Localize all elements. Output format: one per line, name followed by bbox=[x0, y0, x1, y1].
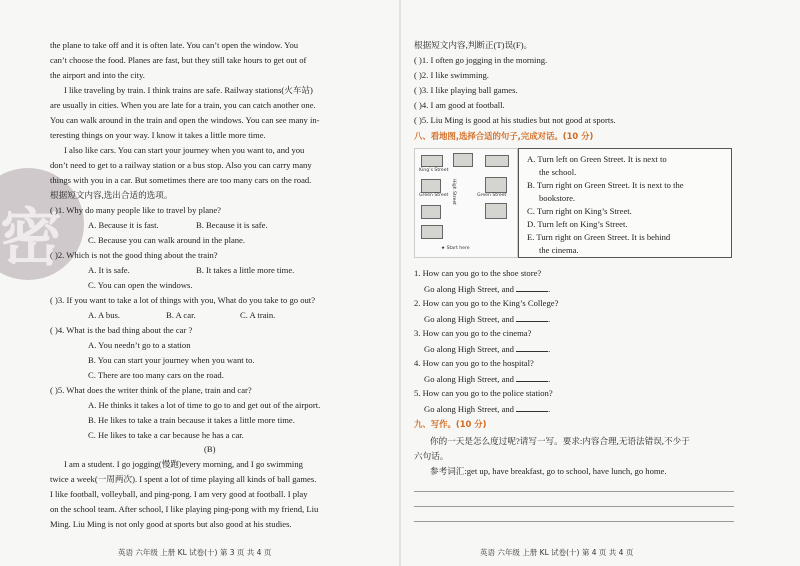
watermark-seal: 密 bbox=[0, 168, 84, 280]
passage-a-line: don’t need to get to a railway station or a bus stop. Also you can carry many bbox=[50, 160, 312, 170]
option: A. Turn left on Green Street. It is next to bbox=[527, 154, 667, 164]
answer-blank[interactable] bbox=[516, 373, 548, 382]
question-5: ( )5. What does the writer think of the plane, train and car? bbox=[50, 385, 252, 395]
option: B. A car. bbox=[166, 310, 196, 320]
option: D. Turn left on King’s Street. bbox=[527, 219, 628, 229]
dialog-answer: Go along High Street, and . bbox=[424, 344, 551, 354]
option: A. He thinks it takes a lot of time to go to and get out of the airport. bbox=[88, 400, 321, 410]
tf-item: ( )1. I often go jogging in the morning. bbox=[414, 55, 548, 65]
option: A. Because it is fast. bbox=[88, 220, 159, 230]
writing-line[interactable] bbox=[414, 506, 734, 507]
section-8-title: 八、看地图,选择合适的句子,完成对话。(10 分) bbox=[414, 131, 594, 141]
option: C. A train. bbox=[240, 310, 276, 320]
dialog-question: 1. How can you go to the shoe store? bbox=[414, 268, 542, 278]
passage-b-line: I am a student. I go jogging(慢跑)every morning, and I go swimming bbox=[64, 459, 303, 469]
option: C. Because you can walk around in the plane. bbox=[88, 235, 246, 245]
option: C. Turn right on King’s Street. bbox=[527, 206, 632, 216]
answer-blank[interactable] bbox=[516, 313, 548, 322]
page-footer: 英语 六年级 上册 KL 试卷(十) 第 3 页 共 4 页 bbox=[118, 548, 272, 557]
option: B. It takes a little more time. bbox=[196, 265, 295, 275]
passage-a-line: I also like cars. You can start your journey when you want to, and you bbox=[64, 145, 305, 155]
map-label: King’s Street bbox=[419, 168, 449, 173]
passage-b-line: I like football, volleyball, and ping-pong. I am very good at football. I play bbox=[50, 489, 308, 499]
dialog-answer: Go along High Street, and . bbox=[424, 404, 551, 414]
question-4: ( )4. What is the bad thing about the car ? bbox=[50, 325, 193, 335]
writing-prompt: 你的一天是怎么度过呢?请写一写。要求:内容合理,无语法错误,不少于 bbox=[430, 436, 690, 446]
option: E. Turn right on Green Street. It is behind bbox=[527, 232, 671, 242]
dialog-question: 3. How can you go to the cinema? bbox=[414, 328, 532, 338]
writing-line[interactable] bbox=[414, 491, 734, 492]
passage-b-line: twice a week(一周两次). I spent a lot of time playing all kinds of ball games. bbox=[50, 474, 317, 484]
option: bookstore. bbox=[539, 193, 576, 203]
answer-blank[interactable] bbox=[516, 343, 548, 352]
dialog-question: 4. How can you go to the hospital? bbox=[414, 358, 534, 368]
passage-a-line: are usually in cities. When you are late for a train, you can catch another one. bbox=[50, 100, 316, 110]
building-icon bbox=[485, 177, 507, 193]
passage-a-line: things with you in a car. But sometimes there are too many cars on the road. bbox=[50, 175, 312, 185]
building-icon bbox=[485, 203, 507, 219]
option: A. It is safe. bbox=[88, 265, 130, 275]
answer-blank[interactable] bbox=[516, 283, 548, 292]
tf-item: ( )3. I like playing ball games. bbox=[414, 85, 518, 95]
dialog-answer: Go along High Street, and . bbox=[424, 374, 551, 384]
passage-a-line: You can walk around in the train and open the windows. You can see many in- bbox=[50, 115, 320, 125]
passage-b-line: Ming. Liu Ming is not only good at sports but also good at his studies. bbox=[50, 519, 292, 529]
passage-a-line: the airport and into the city. bbox=[50, 70, 145, 80]
tf-item: ( )4. I am good at football. bbox=[414, 100, 505, 110]
map-label: High Street bbox=[451, 179, 456, 205]
street-map bbox=[414, 148, 518, 258]
page-3 bbox=[0, 0, 399, 566]
options-box bbox=[518, 148, 732, 258]
option: the school. bbox=[539, 167, 577, 177]
building-icon bbox=[421, 179, 441, 193]
option: C. You can open the windows. bbox=[88, 280, 193, 290]
question-1: ( )1. Why do many people like to travel by plane? bbox=[50, 205, 221, 215]
option: B. He likes to take a train because it takes a little more time. bbox=[88, 415, 295, 425]
map-label: ★ Start here bbox=[441, 246, 470, 251]
section-9-title: 九、写作。(10 分) bbox=[414, 419, 487, 429]
instruction: 根据短文内容,选出合适的选项。 bbox=[50, 190, 173, 200]
dialog-question: 2. How can you go to the King’s College? bbox=[414, 298, 559, 308]
passage-a-line: teresting things on your way. I know it takes a little more time. bbox=[50, 130, 266, 140]
dialog-question: 5. How can you go to the police station? bbox=[414, 388, 553, 398]
writing-line[interactable] bbox=[414, 521, 734, 522]
answer-blank[interactable] bbox=[516, 403, 548, 412]
question-3: ( )3. If you want to take a lot of things with you, What do you take to go out? bbox=[50, 295, 316, 305]
option: the cinema. bbox=[539, 245, 579, 255]
option: A. A bus. bbox=[88, 310, 120, 320]
option: B. Because it is safe. bbox=[196, 220, 268, 230]
passage-a-line: I like traveling by train. I think trains are safe. Railway stations(火车站) bbox=[64, 85, 313, 95]
section-b-title: (B) bbox=[204, 444, 216, 454]
page-footer: 英语 六年级 上册 KL 试卷(十) 第 4 页 共 4 页 bbox=[480, 548, 634, 557]
question-2: ( )2. Which is not the good thing about the train? bbox=[50, 250, 218, 260]
option: C. There are too many cars on the road. bbox=[88, 370, 224, 380]
tf-item: ( )2. I like swimming. bbox=[414, 70, 489, 80]
map-label: Green Street bbox=[419, 193, 449, 198]
dialog-answer: Go along High Street, and . bbox=[424, 314, 551, 324]
writing-prompt: 六句话。 bbox=[414, 451, 449, 461]
option: A. You needn’t go to a station bbox=[88, 340, 191, 350]
tf-instruction: 根据短文内容,判断正(T)误(F)。 bbox=[414, 40, 533, 50]
building-icon bbox=[453, 153, 473, 167]
vocab-hint: 参考词汇:get up, have breakfast, go to school, have lunch, go home. bbox=[430, 466, 667, 476]
map-label: Green Street bbox=[477, 193, 507, 198]
building-icon bbox=[421, 155, 443, 167]
building-icon bbox=[421, 205, 441, 219]
building-icon bbox=[485, 155, 509, 167]
option: B. Turn right on Green Street. It is next to the bbox=[527, 180, 684, 190]
building-icon bbox=[421, 225, 443, 239]
passage-a-line: the plane to take off and it is often late. You can’t open the window. You bbox=[50, 40, 299, 50]
option: C. He likes to take a car because he has a car. bbox=[88, 430, 244, 440]
passage-b-line: on the school team. After school, I like playing ping-pong with my friend, Liu bbox=[50, 504, 319, 514]
option: B. You can start your journey when you want to. bbox=[88, 355, 255, 365]
tf-item: ( )5. Liu Ming is good at his studies but not good at sports. bbox=[414, 115, 616, 125]
passage-a-line: can’t choose the food. Planes are fast, but they still take hours to get out of bbox=[50, 55, 307, 65]
dialog-answer: Go along High Street, and . bbox=[424, 284, 551, 294]
